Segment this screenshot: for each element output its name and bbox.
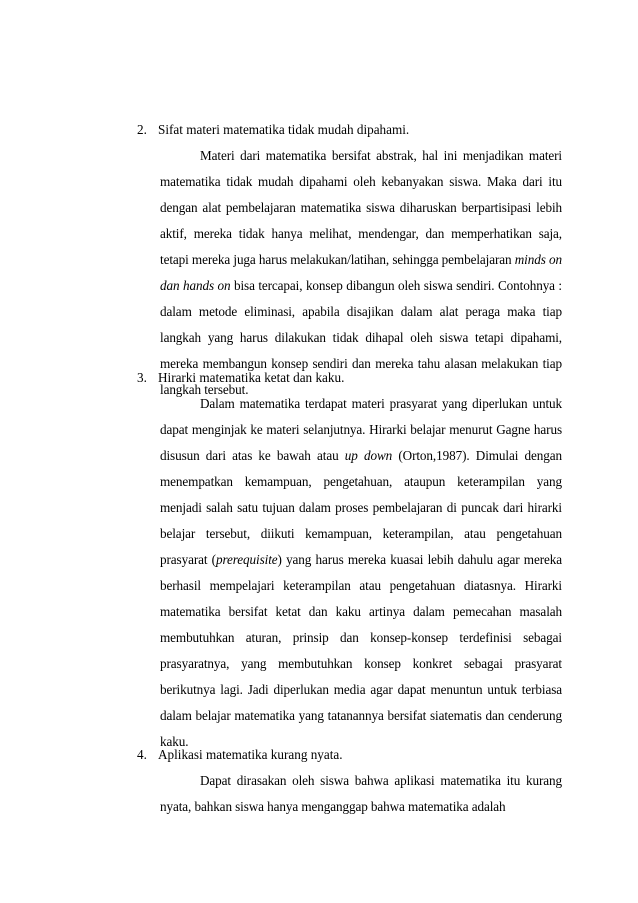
paragraph-text: Dalam matematika terdapat materi prasyarat yang diperlukan untuk dapat menginjak ke materi selanjutnya. Hirarki belajar menurut Gagne harus disusun dari atas ke bawah atau (160, 396, 562, 463)
paragraph-italic-term: up down (344, 448, 393, 463)
item-heading (137, 117, 562, 143)
item-paragraph (160, 391, 562, 755)
paragraph-text: (Orton,1987). Dimulai dengan menempatkan kemampuan, pengetahuan, ataupun keterampilan yang menjadi salah satu tujuan dalam proses pembelajaran di puncak dari hirarki belajar tersebut, diikuti kemampuan, keterampilan, atau pengetahuan prasyarat ( (160, 448, 562, 567)
item-title: Aplikasi matematika kurang nyata. (158, 747, 343, 762)
item-title: Hirarki matematika ketat dan kaku. (158, 370, 345, 385)
item-number: 3. (137, 370, 147, 385)
paragraph-italic-term: minds on dan hands on (160, 252, 562, 293)
paragraph-text: Materi dari matematika bersifat abstrak, hal ini menjadikan materi matematika tidak mudah dipahami oleh kebanyakan siswa. Maka dari itu dengan alat pembelajaran matematika siswa diharuskan berpartisipasi lebih aktif, mereka tidak hanya melihat, mendengar, dan memperhatikan saja, tetapi mereka juga harus melakukan/latihan, sehingga pembelajaran (160, 148, 562, 267)
item-heading (137, 365, 562, 391)
item-paragraph (160, 143, 562, 403)
list-item-3 (137, 365, 562, 755)
item-title: Sifat materi matematika tidak mudah dipahami. (158, 122, 410, 137)
item-number: 2. (137, 122, 147, 137)
paragraph-text: bisa tercapai, konsep dibangun oleh siswa sendiri. Contohnya : dalam metode eliminasi, apabila disajikan dalam alat peraga maka tiap langkah yang harus dilakukan tidak dihapal oleh siswa tetapi dipahami, mereka membangun konsep sendiri dan mereka tahu alasan melakukan tiap langkah tersebut. (160, 278, 562, 397)
paragraph-text: Dapat dirasakan oleh siswa bahwa aplikasi matematika itu kurang nyata, bahkan siswa hanya menganggap bahwa matematika adalah (160, 773, 562, 814)
paragraph-text: ) yang harus mereka kuasai lebih dahulu agar mereka berhasil mempelajari keterampilan atau pengetahuan diatasnya. Hirarki matematika bersifat ketat dan kaku artinya dalam pemecahan masalah membutuhkan aturan, prinsip dan konsep-konsep terdefinisi sebagai prasyaratnya, yang membutuhkan konsep konkret sebagai prasyarat berikutnya lagi. Jadi diperlukan media agar dapat menuntun untuk terbiasa dalam belajar matematika yang tatanannya bersifat siatematis dan cenderung kaku. (160, 552, 562, 749)
item-heading (137, 742, 562, 768)
list-item-2 (137, 117, 562, 403)
paragraph-italic-term: prerequisite (215, 552, 278, 567)
item-paragraph (160, 768, 562, 820)
item-number: 4. (137, 747, 147, 762)
list-item-4 (137, 742, 562, 820)
